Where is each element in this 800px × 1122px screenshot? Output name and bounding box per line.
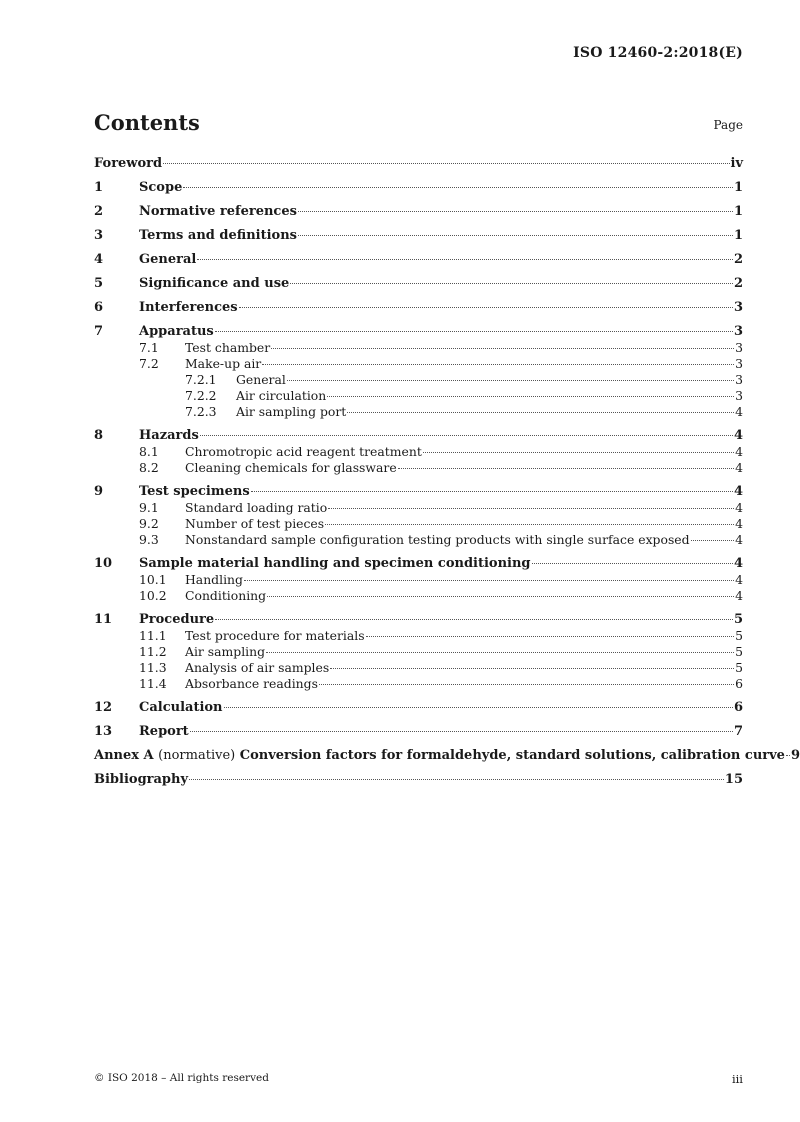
toc-entry-title: Terms and definitions: [139, 228, 297, 243]
toc-entry-title: Foreword: [94, 156, 163, 171]
toc-entry-title: Number of test pieces: [185, 516, 325, 531]
toc-entry-title: Bibliography: [94, 772, 189, 787]
toc-entry[interactable]: [94, 444, 743, 460]
toc-entry-page: 3: [735, 372, 743, 387]
toc-entry-title: Make-up air: [185, 356, 262, 371]
toc-entry-number: 11.1: [139, 628, 167, 643]
toc-entry-number: 9.2: [139, 516, 159, 531]
toc-entry-number: 11: [94, 612, 113, 627]
dot-leader: [215, 619, 733, 620]
dot-leader: [532, 563, 733, 564]
dot-leader: [328, 508, 734, 509]
toc-entry-page: 3: [733, 324, 743, 339]
toc-entry-page: 4: [735, 500, 743, 515]
toc-entry-title: Air circulation: [236, 388, 327, 403]
toc-entry-number: 5: [94, 276, 104, 291]
dot-leader: [423, 452, 734, 453]
toc-entry-page: 4: [735, 532, 743, 547]
toc-entry-number: 8: [94, 428, 104, 443]
toc-entry-number: 7.1: [139, 340, 159, 355]
toc-entry-page: 5: [735, 644, 743, 659]
toc-entry-number: 9.3: [139, 532, 159, 547]
toc-entry-title: Cleaning chemicals for glassware: [185, 460, 397, 475]
toc-entry-page: 4: [735, 572, 743, 587]
toc-entry-page: 1: [733, 180, 743, 195]
toc-entry-title: Normative references: [139, 204, 297, 219]
dot-leader: [290, 283, 733, 284]
toc-entry[interactable]: [94, 556, 743, 572]
dot-leader: [298, 211, 733, 212]
toc-entry-number: 3: [94, 228, 104, 243]
toc-entry-title: Significance and use: [139, 276, 290, 291]
toc-entry-title: Absorbance readings: [185, 676, 318, 691]
toc-entry-title: Test procedure for materials: [185, 628, 365, 643]
toc-entry-number: 11.2: [139, 644, 167, 659]
toc-entry-title: Hazards: [139, 428, 199, 443]
dot-leader: [239, 307, 733, 308]
dot-leader: [786, 755, 790, 756]
dot-leader: [262, 364, 734, 365]
toc-entry-page: 15: [724, 772, 743, 787]
toc-entry[interactable]: [94, 340, 743, 356]
toc-entry[interactable]: [94, 156, 743, 172]
toc-entry[interactable]: [94, 748, 800, 764]
dot-leader: [327, 396, 734, 397]
toc-entry-number: 7: [94, 324, 104, 339]
toc-entry-page: 4: [735, 444, 743, 459]
toc-entry-title: Report: [139, 724, 189, 739]
toc-entry-title: General: [236, 372, 286, 387]
toc-entry[interactable]: [94, 228, 743, 244]
toc-entry-title: Analysis of air samples: [185, 660, 330, 675]
toc-entry-page: 2: [733, 252, 743, 267]
standard-number: ISO 12460-2:2018(E): [573, 45, 743, 61]
toc-entry-title: Handling: [185, 572, 243, 587]
toc-entry-page: 3: [735, 340, 743, 355]
toc-entry-title: Scope: [139, 180, 183, 195]
dot-leader: [189, 779, 724, 780]
dot-leader: [224, 707, 733, 708]
toc-entry[interactable]: [94, 204, 743, 220]
toc-entry-number: 1: [94, 180, 104, 195]
dot-leader: [200, 435, 733, 436]
toc-entry[interactable]: [94, 404, 743, 420]
toc-entry-number: 7.2.3: [185, 404, 217, 419]
toc-entry-title: Conditioning: [185, 588, 267, 603]
toc-entry-page: 4: [733, 556, 743, 571]
toc-entry[interactable]: [94, 660, 743, 676]
dot-leader: [319, 684, 734, 685]
toc-entry-number: 6: [94, 300, 104, 315]
dot-leader: [266, 652, 734, 653]
toc-entry-page: 9: [790, 748, 800, 763]
toc-entry[interactable]: [94, 324, 743, 340]
toc-entry-title: Procedure: [139, 612, 215, 627]
toc-entry-title: Apparatus: [139, 324, 214, 339]
dot-leader: [398, 468, 734, 469]
dot-leader: [163, 163, 729, 164]
dot-leader: [298, 235, 733, 236]
dot-leader: [325, 524, 734, 525]
table-of-contents: [94, 155, 800, 788]
toc-entry[interactable]: [94, 588, 743, 604]
toc-entry-number: 2: [94, 204, 104, 219]
toc-entry-title: Air sampling: [185, 644, 266, 659]
toc-entry[interactable]: [94, 724, 743, 740]
toc-entry-page: 5: [735, 628, 743, 643]
toc-entry[interactable]: [94, 516, 743, 532]
toc-entry[interactable]: [94, 460, 743, 476]
toc-entry-number: 7.2: [139, 356, 159, 371]
toc-entry-page: 4: [733, 428, 743, 443]
toc-entry[interactable]: [94, 644, 743, 660]
dot-leader: [691, 540, 735, 541]
toc-entry-page: 3: [735, 388, 743, 403]
toc-entry-title: Conversion factors for formaldehyde, standard solutions, calibration curve: [239, 748, 785, 763]
page-column-label: Page: [713, 118, 743, 132]
toc-entry-page: 4: [733, 484, 743, 499]
toc-entry-page: 5: [733, 612, 743, 627]
toc-entry[interactable]: [94, 628, 743, 644]
contents-title: Contents: [94, 110, 200, 135]
toc-entry-number: 11.4: [139, 676, 167, 691]
toc-entry[interactable]: [94, 372, 743, 388]
toc-entry[interactable]: [94, 356, 743, 372]
toc-entry-title: Calculation: [139, 700, 223, 715]
toc-entry-title: General: [139, 252, 197, 267]
toc-entry-page: 2: [733, 276, 743, 291]
toc-entry-number: 9: [94, 484, 104, 499]
dot-leader: [287, 380, 734, 381]
toc-entry-title: Interferences: [139, 300, 238, 315]
toc-entry[interactable]: [94, 612, 743, 628]
toc-entry[interactable]: [94, 180, 743, 196]
dot-leader: [215, 331, 733, 332]
toc-entry-number: 8.1: [139, 444, 159, 459]
toc-entry-page: 4: [735, 588, 743, 603]
toc-entry[interactable]: [94, 428, 743, 444]
toc-entry-page: 6: [735, 676, 743, 691]
dot-leader: [267, 596, 734, 597]
toc-entry-number: 9.1: [139, 500, 159, 515]
toc-entry[interactable]: [94, 484, 743, 500]
toc-entry-number: 7.2.2: [185, 388, 217, 403]
toc-entry[interactable]: [94, 772, 743, 788]
dot-leader: [366, 636, 735, 637]
toc-entry-title: Test chamber: [185, 340, 271, 355]
toc-entry[interactable]: [94, 252, 743, 268]
toc-entry-page: 4: [735, 516, 743, 531]
toc-entry-page: 3: [733, 300, 743, 315]
toc-entry[interactable]: [94, 700, 743, 716]
toc-entry-page: 7: [733, 724, 743, 739]
dot-leader: [183, 187, 733, 188]
toc-entry-number: 12: [94, 700, 113, 715]
toc-entry[interactable]: [94, 532, 743, 548]
toc-entry[interactable]: [94, 676, 743, 692]
toc-entry-title: Standard loading ratio: [185, 500, 328, 515]
toc-entry-page: 5: [735, 660, 743, 675]
dot-leader: [251, 491, 733, 492]
toc-entry[interactable]: [94, 500, 743, 516]
dot-leader: [271, 348, 734, 349]
toc-entry-number: 10.2: [139, 588, 167, 603]
toc-entry-page: 1: [733, 204, 743, 219]
toc-entry-page: 4: [735, 404, 743, 419]
page-number: iii: [731, 1072, 743, 1086]
toc-entry-title: Chromotropic acid reagent treatment: [185, 444, 422, 459]
toc-entry-title: Nonstandard sample configuration testing products with single surface exposed: [185, 532, 690, 547]
dot-leader: [347, 412, 734, 413]
copyright-notice: © ISO 2018 – All rights reserved: [94, 1072, 269, 1084]
toc-entry-number: 13: [94, 724, 113, 739]
toc-entry[interactable]: [94, 388, 743, 404]
dot-leader: [197, 259, 733, 260]
toc-entry-number: 7.2.1: [185, 372, 217, 387]
toc-entry-page: 1: [733, 228, 743, 243]
toc-entry-title: Sample material handling and specimen conditioning: [139, 556, 531, 571]
toc-annex-type: (normative): [158, 748, 236, 763]
dot-leader: [330, 668, 734, 669]
toc-entry-page: 4: [735, 460, 743, 475]
toc-entry[interactable]: [94, 300, 743, 316]
toc-annex-label: Annex A: [94, 748, 154, 763]
toc-entry-page: iv: [730, 156, 743, 171]
toc-entry-title: Air sampling port: [236, 404, 347, 419]
toc-entry[interactable]: [94, 572, 743, 588]
toc-entry-number: 11.3: [139, 660, 167, 675]
toc-entry-number: 4: [94, 252, 104, 267]
toc-entry-page: 6: [733, 700, 743, 715]
toc-entry-page: 3: [735, 356, 743, 371]
dot-leader: [190, 731, 733, 732]
dot-leader: [244, 580, 734, 581]
toc-entry-number: 8.2: [139, 460, 159, 475]
toc-entry-number: 10.1: [139, 572, 167, 587]
toc-entry-number: 10: [94, 556, 113, 571]
toc-entry[interactable]: [94, 276, 743, 292]
toc-entry-title: Test specimens: [139, 484, 250, 499]
